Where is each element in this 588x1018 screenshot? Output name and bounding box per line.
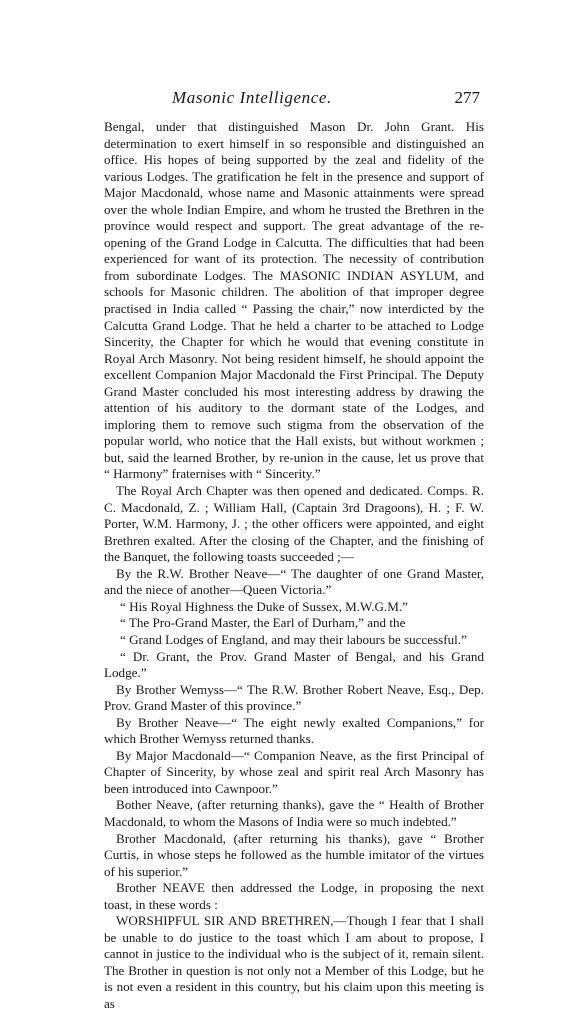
page-header: [104, 88, 484, 108]
paragraph-deputy-grand-master-address: Bengal, under that distinguished Mason Dr. John Grant. His determination to exert himself in so responsible and distinguished an office. His hopes of being supported by the zeal and fidelity of the various Lodges. The gratification he felt in the presence and support of Major Macdonald, whose name and Masonic attainments were spread over the whole Indian Empire, and whom he trusted the Brethren in the province would respect and support. The great advantage of the re-opening of the Grand Lodge in Calcutta. The difficulties that had been experienced for want of its protection. The necessity of contribution from subordinate Lodges. The MASONIC INDIAN ASYLUM, and schools for Masonic children. The abolition of that improper degree practised in India called “ Passing the chair,” now interdicted by the Calcutta Grand Lodge. That he held a charter to be attached to Lodge Sincerity, the Chapter for which he would that evening constitute in Royal Arch Masonry. Not being resident himself, he should appoint the excellent Companion Major Macdonald the First Principal. The Deputy Grand Master concluded his most interesting address by drawing the attention of his auditory to the dormant state of the Lodges, and imploring them to remove such stigma from the observation of the popular world, who notice that the Hall exists, but without workmen ; but, said the learned Brother, by re-union in the cause, let us prove that “ Harmony” fraternises with “ Sincerity.”: [104, 119, 484, 482]
toast-robert-neave: By Brother Wemyss—“ The R.W. Brother Robert Neave, Esq., Dep. Prov. Grand Master of this province.”: [104, 681, 484, 714]
paragraph-royal-arch-chapter: The Royal Arch Chapter was then opened and dedicated. Comps. R. C. Macdonald, Z. ; William Hall, (Captain 3rd Dragoons), H. ; F. W. Porter, W.M. Harmony, J. ; the other officers were appointed, and eight Brethren exalted. After the closing of the Chapter, and the finishing of the Banquet, the following toasts succeeded ;—: [104, 483, 484, 565]
paragraph-neave-address-intro: Brother NEAVE then addressed the Lodge, in proposing the next toast, in these words :: [104, 880, 484, 912]
toast-duke-of-sussex: “ His Royal Highness the Duke of Sussex, M.W.G.M.”: [120, 598, 408, 614]
page-body: [104, 119, 484, 1013]
page-number: 277: [454, 88, 480, 107]
toast-queen-victoria: By the R.W. Brother Neave—“ The daughter of one Grand Master, and the niece of another—Queen Victoria.”: [104, 565, 484, 598]
toast-companion-neave: By Major Macdonald—“ Companion Neave, as the first Principal of Chapter of Sincerity, by whose zeal and spirit real Arch Masonry has been introduced into Cawnpoor.”: [104, 747, 484, 796]
running-title: Masonic Intelligence.: [172, 88, 332, 107]
toast-grand-lodges-of-england: “ Grand Lodges of England, and may their labours be successful.”: [120, 631, 467, 647]
toast-dr-grant: “ Dr. Grant, the Prov. Grand Master of Bengal, and his Grand Lodge.”: [104, 648, 484, 681]
toast-brother-macdonald: Bother Neave, (after returning thanks), gave the “ Health of Brother Macdonald, to whom the Masons of India were so much indebted.”: [104, 797, 484, 829]
toast-earl-of-durham: “ The Pro-Grand Master, the Earl of Durham,” and the: [120, 615, 406, 631]
toast-exalted-companions: By Brother Neave—“ The eight newly exalted Companions,” for which Brother Wemyss returned thanks.: [104, 714, 484, 747]
paragraph-neave-speech: WORSHIPFUL SIR AND BRETHREN,—Though I fear that I shall be unable to do justice to the toast which I am about to propose, I cannot in justice to the individual who is the subject of it, remain silent. The Brother in question is not only not a Member of this Lodge, but he is not even a resident in this country, but his claim upon this meeting is as: [104, 913, 484, 1011]
toast-brother-curtis: Brother Macdonald, (after returning his thanks), gave “ Brother Curtis, in whose steps he followed as the humble imitator of the virtues of his superior.”: [104, 830, 484, 879]
